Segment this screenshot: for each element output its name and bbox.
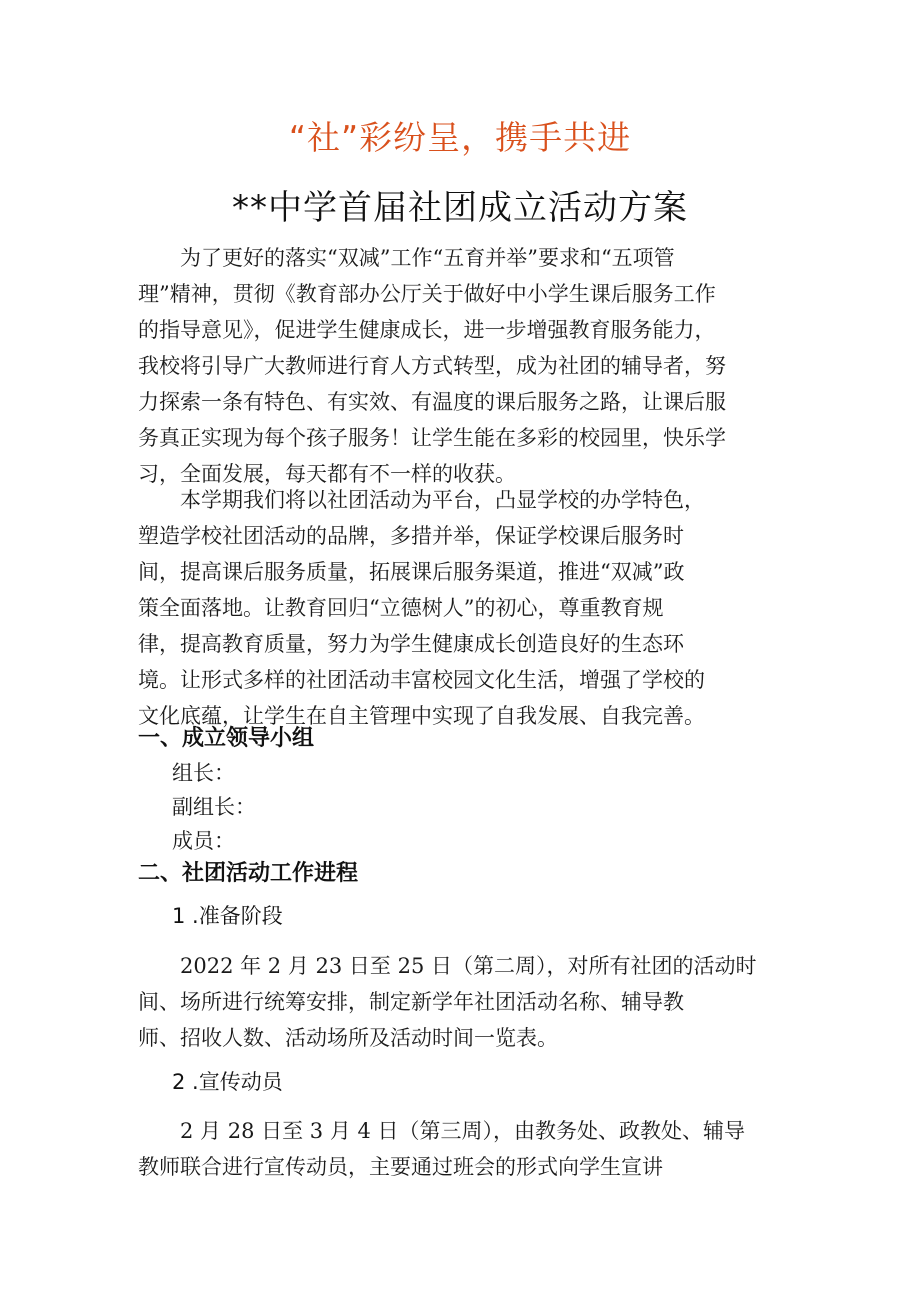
stage-heading-publicity: 2 .宣传动员 — [172, 1070, 283, 1094]
paragraph-line: 为了更好的落实“双减”工作“五育并举”要求和“五项管 — [138, 246, 675, 270]
paragraph-line: 务真正实现为每个孩子服务！让学生能在多彩的校园里，快乐学 — [138, 426, 726, 450]
semester-paragraph — [138, 482, 798, 734]
section-heading-leadership: 一、成立领导小组 — [138, 726, 315, 751]
paragraph-line: 间、场所进行统筹安排，制定新学年社团活动名称、辅导教 — [138, 990, 684, 1014]
paragraph-line: 力探索一条有特色、有实效、有温度的课后服务之路，让课后服 — [138, 390, 726, 414]
publicity-paragraph — [138, 1113, 798, 1185]
intro-paragraph — [138, 240, 798, 492]
paragraph-line: 2022 年 2 月 23 日至 25 日（第二周），对所有社团的活动时 — [138, 954, 757, 978]
vice-leader-label: 副组长： — [172, 795, 256, 819]
document-slogan-title: “社”彩纷呈，携手共进 — [288, 118, 632, 157]
paragraph-line: 策全面落地。让教育回归“立德树人”的初心，尊重教育规 — [138, 596, 664, 620]
paragraph-line: 文化底蕴，让学生在自主管理中实现了自我发展、自我完善。 — [138, 704, 705, 728]
paragraph-line: 律，提高教育质量，努力为学生健康成长创造良好的生态环 — [138, 632, 684, 656]
section-heading-progress: 二、社团活动工作进程 — [138, 861, 359, 886]
paragraph-line: 的指导意见》，促进学生健康成长，进一步增强教育服务能力， — [138, 318, 716, 342]
paragraph-line: 我校将引导广大教师进行育人方式转型，成为社团的辅导者，努 — [138, 354, 726, 378]
paragraph-line: 2 月 28 日至 3 月 4 日（第三周），由教务处、政教处、辅导 — [138, 1119, 746, 1143]
document-main-title: **中学首届社团成立活动方案 — [232, 188, 688, 228]
paragraph-line: 本学期我们将以社团活动为平台，凸显学校的办学特色， — [138, 488, 705, 512]
stage-heading-preparation: 1 .准备阶段 — [172, 904, 283, 928]
preparation-paragraph — [138, 948, 798, 1056]
paragraph-line: 习，全面发展，每天都有不一样的收获。 — [138, 462, 516, 486]
leader-label: 组长： — [172, 761, 235, 785]
paragraph-line: 间，提高课后服务质量，拓展课后服务渠道，推进“双减”政 — [138, 560, 685, 584]
paragraph-line: 理”精神，贯彻《教育部办公厅关于做好中小学生课后服务工作 — [138, 282, 716, 306]
paragraph-line: 塑造学校社团活动的品牌，多措并举，保证学校课后服务时 — [138, 524, 684, 548]
members-label: 成员： — [172, 829, 235, 853]
paragraph-line: 师、招收人数、活动场所及活动时间一览表。 — [138, 1026, 558, 1050]
paragraph-line: 境。让形式多样的社团活动丰富校园文化生活，增强了学校的 — [138, 668, 705, 692]
paragraph-line: 教师联合进行宣传动员，主要通过班会的形式向学生宣讲 — [138, 1155, 663, 1179]
